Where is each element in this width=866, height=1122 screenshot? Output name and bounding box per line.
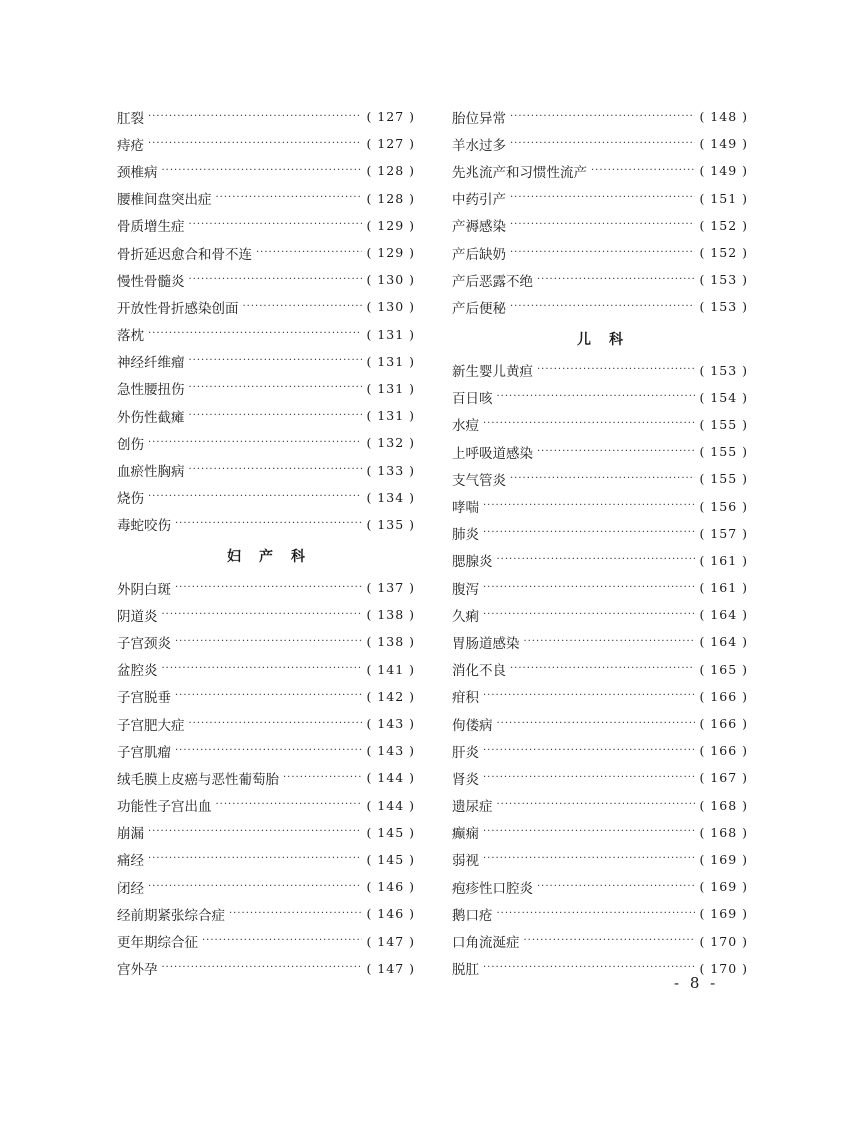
entry-title: 崩漏: [117, 826, 144, 843]
entry-title: 羊水过多: [452, 137, 506, 154]
dot-leader: [510, 474, 695, 484]
entry-title: 产褥感染: [452, 219, 506, 236]
dot-leader: [497, 719, 696, 729]
dot-leader: [216, 193, 363, 203]
toc-entry: [117, 683, 415, 710]
entry-page-number: ( 141 ): [366, 661, 415, 677]
dot-leader: [483, 746, 695, 756]
entry-title: 腮腺炎: [452, 554, 493, 571]
entry-page-number: ( 127 ): [366, 136, 415, 152]
toc-entry: [117, 574, 415, 601]
dot-leader: [162, 963, 363, 973]
entry-title: 产后便秘: [452, 300, 506, 317]
entry-page-number: ( 166 ): [699, 716, 748, 732]
dot-leader: [483, 827, 695, 837]
entry-title: 盆腔炎: [117, 663, 158, 680]
entry-page-number: ( 143 ): [366, 716, 415, 732]
entry-page-number: ( 128 ): [366, 163, 415, 179]
toc-entry: [452, 601, 748, 628]
toc-entry: [452, 239, 748, 266]
entry-page-number: ( 154 ): [699, 389, 748, 405]
entry-page-number: ( 143 ): [366, 743, 415, 759]
entry-page-number: ( 170 ): [699, 960, 748, 976]
entry-page-number: ( 153 ): [699, 362, 748, 378]
entry-page-number: ( 152 ): [699, 245, 748, 261]
entry-page-number: ( 156 ): [699, 498, 748, 514]
toc-entry: [452, 185, 748, 212]
entry-title: 绒毛膜上皮癌与恶性葡萄胎: [117, 771, 279, 788]
toc-entry: [452, 103, 748, 130]
toc-entry: [452, 293, 748, 320]
entry-title: 支气管炎: [452, 472, 506, 489]
entry-title: 弱视: [452, 853, 479, 870]
entry-page-number: ( 127 ): [366, 109, 415, 125]
toc-entry: [117, 348, 415, 375]
entry-page-number: ( 131 ): [366, 353, 415, 369]
dot-leader: [148, 112, 362, 122]
toc-entry: [452, 656, 748, 683]
toc-entry: [452, 384, 748, 411]
toc-entry: [117, 103, 415, 130]
entry-page-number: ( 133 ): [366, 462, 415, 478]
right-column: [452, 103, 748, 982]
toc-entry: [452, 492, 748, 519]
entry-page-number: ( 155 ): [699, 471, 748, 487]
entry-title: 血瘀性胸病: [117, 464, 185, 481]
pediatrics-entries: [452, 357, 748, 982]
toc-entry: [452, 357, 748, 384]
toc-entry: [452, 819, 748, 846]
entry-title: 肺炎: [452, 527, 479, 544]
section-heading-gynecology: 妇产科: [227, 549, 323, 565]
entry-title: 功能性子宫出血: [117, 799, 212, 816]
entry-title: 中药引产: [452, 192, 506, 209]
right-top-entries: [452, 103, 748, 321]
dot-leader: [510, 664, 695, 674]
entry-page-number: ( 148 ): [699, 109, 748, 125]
entry-title: 肝炎: [452, 744, 479, 761]
entry-title: 痔疮: [117, 137, 144, 154]
entry-page-number: ( 168 ): [699, 797, 748, 813]
toc-entry: [452, 764, 748, 791]
entry-title: 子宫颈炎: [117, 635, 171, 652]
toc-entry: [117, 927, 415, 954]
entry-title: 烧伤: [117, 491, 144, 508]
entry-page-number: ( 153 ): [699, 299, 748, 315]
entry-title: 肾炎: [452, 771, 479, 788]
entry-page-number: ( 138 ): [366, 607, 415, 623]
entry-page-number: ( 166 ): [699, 743, 748, 759]
entry-page-number: ( 166 ): [699, 688, 748, 704]
toc-entry: [117, 656, 415, 683]
entry-page-number: ( 128 ): [366, 190, 415, 206]
entry-page-number: ( 129 ): [366, 217, 415, 233]
entry-page-number: ( 142 ): [366, 688, 415, 704]
dot-leader: [510, 248, 695, 258]
dot-leader: [148, 139, 362, 149]
entry-title: 更年期综合征: [117, 935, 198, 952]
entry-page-number: ( 153 ): [699, 272, 748, 288]
dot-leader: [216, 800, 363, 810]
dot-leader: [483, 610, 695, 620]
dot-leader: [483, 963, 695, 973]
entry-title: 百日咳: [452, 391, 493, 408]
dot-leader: [483, 691, 695, 701]
toc-entry: [452, 792, 748, 819]
entry-page-number: ( 169 ): [699, 879, 748, 895]
dot-leader: [510, 112, 695, 122]
entry-title: 久痢: [452, 608, 479, 625]
entry-page-number: ( 147 ): [366, 933, 415, 949]
entry-title: 癫痫: [452, 826, 479, 843]
entry-title: 腰椎间盘突出症: [117, 192, 212, 209]
entry-title: 新生婴儿黄疸: [452, 364, 533, 381]
entry-title: 遗尿症: [452, 799, 493, 816]
entry-title: 外阴白斑: [117, 581, 171, 598]
toc-entry: [117, 375, 415, 402]
entry-title: 落枕: [117, 328, 144, 345]
dot-leader: [497, 392, 696, 402]
toc-entry: [452, 737, 748, 764]
entry-page-number: ( 131 ): [366, 408, 415, 424]
entry-page-number: ( 167 ): [699, 770, 748, 786]
toc-entry: [117, 710, 415, 737]
entry-title: 先兆流产和习惯性流产: [452, 164, 587, 181]
toc-entry: [117, 293, 415, 320]
dot-leader: [483, 528, 695, 538]
dot-leader: [175, 746, 362, 756]
entry-page-number: ( 137 ): [366, 580, 415, 596]
left-column: [117, 103, 415, 982]
dot-leader: [483, 583, 695, 593]
toc-entry: [452, 628, 748, 655]
entry-page-number: ( 152 ): [699, 217, 748, 233]
toc-entry: [117, 130, 415, 157]
dot-leader: [175, 691, 362, 701]
entry-page-number: ( 129 ): [366, 245, 415, 261]
entry-title: 急性腰扭伤: [117, 382, 185, 399]
entry-page-number: ( 132 ): [366, 435, 415, 451]
entry-title: 水痘: [452, 418, 479, 435]
dot-leader: [483, 854, 695, 864]
entry-title: 疱疹性口腔炎: [452, 880, 533, 897]
toc-entry: [117, 212, 415, 239]
toc-entry: [452, 574, 748, 601]
entry-title: 消化不良: [452, 663, 506, 680]
dot-leader: [537, 275, 695, 285]
entry-page-number: ( 131 ): [366, 326, 415, 342]
dot-leader: [256, 248, 362, 258]
entry-title: 神经纤维瘤: [117, 355, 185, 372]
dot-leader: [497, 555, 696, 565]
entry-title: 宫外孕: [117, 962, 158, 979]
dot-leader: [189, 220, 363, 230]
entry-title: 鹅口疮: [452, 907, 493, 924]
entry-title: 上呼吸道感染: [452, 445, 533, 462]
entry-title: 痛经: [117, 853, 144, 870]
dot-leader: [510, 302, 695, 312]
dot-leader: [162, 166, 363, 176]
toc-entry: [117, 511, 415, 538]
toc-entry: [117, 266, 415, 293]
toc-entry: [117, 601, 415, 628]
entry-page-number: ( 130 ): [366, 272, 415, 288]
entry-title: 哮喘: [452, 500, 479, 517]
dot-leader: [148, 438, 362, 448]
entry-title: 疳积: [452, 690, 479, 707]
toc-entry: [117, 484, 415, 511]
entry-page-number: ( 168 ): [699, 824, 748, 840]
dot-leader: [537, 882, 695, 892]
toc-entry: [452, 520, 748, 547]
toc-entry: [452, 927, 748, 954]
toc-entry: [452, 212, 748, 239]
dot-leader: [483, 419, 695, 429]
toc-entry: [117, 846, 415, 873]
entry-title: 肛裂: [117, 110, 144, 127]
toc-entry: [117, 873, 415, 900]
entry-page-number: ( 169 ): [699, 851, 748, 867]
entry-page-number: ( 144 ): [366, 797, 415, 813]
dot-leader: [189, 383, 363, 393]
dot-leader: [148, 882, 362, 892]
toc-entry: [117, 764, 415, 791]
dot-leader: [537, 365, 695, 375]
entry-title: 慢性骨髓炎: [117, 273, 185, 290]
dot-leader: [524, 936, 696, 946]
entry-title: 胃肠道感染: [452, 635, 520, 652]
dot-leader: [189, 465, 363, 475]
toc-entry: [117, 628, 415, 655]
dot-leader: [497, 909, 696, 919]
entry-title: 腹泻: [452, 581, 479, 598]
entry-page-number: ( 145 ): [366, 824, 415, 840]
toc-entry: [117, 157, 415, 184]
entry-title: 颈椎病: [117, 164, 158, 181]
entry-page-number: ( 134 ): [366, 489, 415, 505]
entry-title: 经前期紧张综合症: [117, 907, 225, 924]
entry-page-number: ( 146 ): [366, 879, 415, 895]
toc-entry: [452, 683, 748, 710]
entry-page-number: ( 151 ): [699, 190, 748, 206]
toc-entry: [452, 846, 748, 873]
entry-title: 闭经: [117, 880, 144, 897]
dot-leader: [524, 637, 696, 647]
toc-entry: [452, 438, 748, 465]
entry-title: 阴道炎: [117, 608, 158, 625]
toc-entry: [117, 737, 415, 764]
entry-page-number: ( 165 ): [699, 661, 748, 677]
toc-entry: [117, 792, 415, 819]
toc-entry: [117, 185, 415, 212]
entry-page-number: ( 149 ): [699, 163, 748, 179]
entry-page-number: ( 146 ): [366, 906, 415, 922]
page-number: - 8 -: [674, 974, 719, 992]
dot-leader: [537, 447, 695, 457]
entry-page-number: ( 147 ): [366, 960, 415, 976]
entry-title: 外伤性截瘫: [117, 409, 185, 426]
dot-leader: [148, 854, 362, 864]
toc-entry: [452, 130, 748, 157]
entry-page-number: ( 164 ): [699, 634, 748, 650]
dot-leader: [510, 220, 695, 230]
entry-title: 毒蛇咬伤: [117, 518, 171, 535]
dot-leader: [229, 909, 362, 919]
section-heading-pediatrics: 儿科: [577, 331, 641, 348]
dot-leader: [483, 501, 695, 511]
entry-title: 创伤: [117, 436, 144, 453]
dot-leader: [283, 773, 362, 783]
entry-page-number: ( 130 ): [366, 299, 415, 315]
toc-entry: [117, 819, 415, 846]
entry-page-number: ( 161 ): [699, 552, 748, 568]
dot-leader: [591, 166, 695, 176]
entry-page-number: ( 155 ): [699, 416, 748, 432]
dot-leader: [189, 356, 363, 366]
dot-leader: [175, 637, 362, 647]
dot-leader: [175, 519, 362, 529]
dot-leader: [175, 583, 362, 593]
entry-page-number: ( 170 ): [699, 933, 748, 949]
dot-leader: [162, 610, 363, 620]
toc-entry: [452, 873, 748, 900]
entry-page-number: ( 149 ): [699, 136, 748, 152]
entry-page-number: ( 161 ): [699, 580, 748, 596]
dot-leader: [189, 719, 363, 729]
entry-title: 骨折延迟愈合和骨不连: [117, 246, 252, 263]
entry-title: 胎位异常: [452, 110, 506, 127]
entry-title: 开放性骨折感染创面: [117, 300, 239, 317]
entry-title: 产后恶露不绝: [452, 273, 533, 290]
toc-entry: [117, 239, 415, 266]
entry-page-number: ( 155 ): [699, 444, 748, 460]
dot-leader: [510, 139, 695, 149]
entry-title: 佝偻病: [452, 717, 493, 734]
toc-entry: [452, 900, 748, 927]
toc-entry: [452, 411, 748, 438]
dot-leader: [510, 193, 695, 203]
entry-title: 骨质增生症: [117, 219, 185, 236]
entry-page-number: ( 135 ): [366, 516, 415, 532]
dot-leader: [148, 492, 362, 502]
toc-entry: [117, 321, 415, 348]
entry-title: 子宫肥大症: [117, 717, 185, 734]
toc-entry: [117, 955, 415, 982]
toc-entry: [452, 547, 748, 574]
entry-page-number: ( 138 ): [366, 634, 415, 650]
left-top-entries: [117, 103, 415, 538]
entry-page-number: ( 157 ): [699, 525, 748, 541]
dot-leader: [243, 302, 363, 312]
entry-title: 子宫肌瘤: [117, 744, 171, 761]
entry-page-number: ( 131 ): [366, 380, 415, 396]
entry-title: 产后缺奶: [452, 246, 506, 263]
dot-leader: [202, 936, 362, 946]
toc-entry: [452, 465, 748, 492]
toc-entry: [452, 266, 748, 293]
entry-title: 子宫脱垂: [117, 690, 171, 707]
dot-leader: [162, 664, 363, 674]
entry-page-number: ( 144 ): [366, 770, 415, 786]
entry-title: 脱肛: [452, 962, 479, 979]
entry-title: 口角流涎症: [452, 935, 520, 952]
dot-leader: [483, 773, 695, 783]
toc-entry: [452, 157, 748, 184]
dot-leader: [189, 275, 363, 285]
dot-leader: [148, 329, 362, 339]
dot-leader: [189, 411, 363, 421]
gynecology-entries: [117, 574, 415, 982]
toc-entry: [117, 900, 415, 927]
toc-entry: [452, 710, 748, 737]
dot-leader: [497, 800, 696, 810]
dot-leader: [148, 827, 362, 837]
toc-entry: [117, 456, 415, 483]
entry-page-number: ( 145 ): [366, 851, 415, 867]
toc-entry: [117, 402, 415, 429]
entry-page-number: ( 164 ): [699, 607, 748, 623]
toc-entry: [117, 429, 415, 456]
entry-page-number: ( 169 ): [699, 906, 748, 922]
